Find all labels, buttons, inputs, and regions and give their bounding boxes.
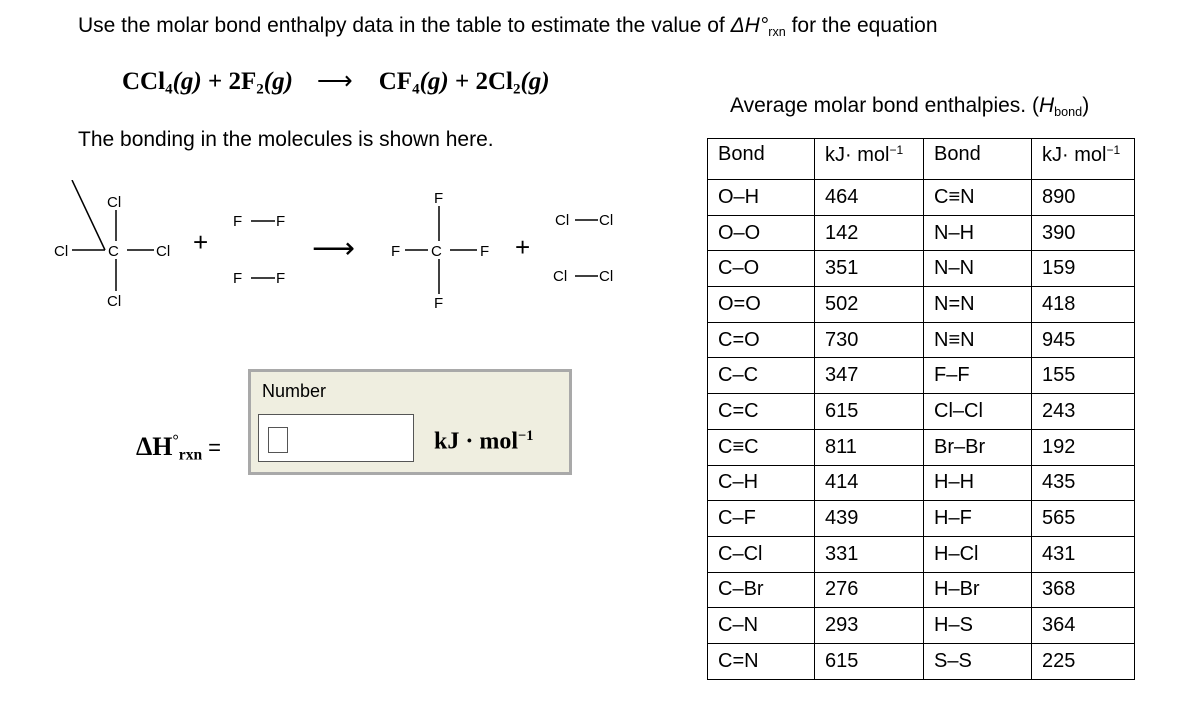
- cl2-top-right-cl: Cl: [599, 212, 614, 229]
- table-row: [708, 358, 1135, 394]
- reactant-f2: + 2F: [201, 68, 257, 95]
- bond-cell: H–S: [924, 608, 1032, 644]
- bond-cell: C≡C: [708, 429, 815, 465]
- prompt-text-after: for the equation: [785, 14, 938, 37]
- header-unit-1-sup: −1: [889, 143, 904, 157]
- table-row: [708, 429, 1135, 465]
- table-caption-text: Average molar bond enthalpies. (: [730, 94, 1039, 117]
- header-unit-2: [1032, 139, 1135, 180]
- bond-cell: N–N: [924, 251, 1032, 287]
- bond-cell: H–H: [924, 465, 1032, 501]
- bonding-text: The bonding in the molecules is shown here.: [78, 128, 494, 151]
- bond-cell: C≡N: [924, 180, 1032, 216]
- enthalpy-cell: 368: [1032, 572, 1135, 608]
- table-row: [708, 394, 1135, 430]
- reactant-f2-state: (g): [263, 68, 293, 95]
- table-row: [708, 643, 1135, 679]
- f2-top-right-f: F: [276, 213, 286, 230]
- plus-2: +: [515, 232, 531, 262]
- enthalpy-cell: 565: [1032, 501, 1135, 537]
- cf4-right-f: F: [480, 243, 490, 260]
- ccl4-bottom-cl: Cl: [107, 293, 122, 310]
- bond-cell: C=N: [708, 643, 815, 679]
- product-cl2-state: (g): [520, 68, 550, 95]
- bond-cell: N=N: [924, 287, 1032, 323]
- bond-cell: C–H: [708, 465, 815, 501]
- enthalpy-cell: 243: [1032, 394, 1135, 430]
- ccl4-right-cl: Cl: [156, 243, 171, 260]
- table-caption-symbol: H: [1038, 94, 1055, 117]
- ccl4-top-cl: Cl: [107, 194, 122, 211]
- enthalpy-cell: 945: [1032, 322, 1135, 358]
- reactant-f2-sub: 2: [256, 81, 264, 98]
- table-row: [708, 180, 1135, 216]
- prompt-symbol-sub: rxn: [768, 24, 786, 39]
- table-caption-close: ): [1082, 94, 1090, 117]
- cf4-bottom-f: F: [434, 295, 444, 312]
- diagram-arrow: ⟶: [312, 232, 356, 265]
- enthalpy-cell: 351: [815, 251, 924, 287]
- delta-h-label: [136, 432, 221, 465]
- bond-cell: N–H: [924, 215, 1032, 251]
- enthalpy-cell: 502: [815, 287, 924, 323]
- enthalpy-cell: 142: [815, 215, 924, 251]
- answer-unit-sup: −1: [518, 428, 534, 444]
- table-row: [708, 215, 1135, 251]
- enthalpy-cell: 615: [815, 394, 924, 430]
- answer-unit-text: kJ · mol: [434, 428, 519, 455]
- delta-h-symbol: ΔH: [136, 432, 173, 461]
- cl2-bottom-left-cl: Cl: [553, 268, 568, 285]
- enthalpy-cell: 331: [815, 536, 924, 572]
- bond-cell: C–F: [708, 501, 815, 537]
- bond-cell: H–Cl: [924, 536, 1032, 572]
- table-row: [708, 287, 1135, 323]
- product-cf4: CF: [378, 68, 413, 95]
- bond-cell: H–Br: [924, 572, 1032, 608]
- enthalpy-cell: 730: [815, 322, 924, 358]
- reaction-equation: [122, 66, 550, 99]
- header-unit-1: [815, 139, 924, 180]
- header-unit-2-sup: −1: [1106, 143, 1121, 157]
- bond-cell: C–C: [708, 358, 815, 394]
- table-row: [708, 536, 1135, 572]
- bond-cell: Cl–Cl: [924, 394, 1032, 430]
- bond-cell: C–Br: [708, 572, 815, 608]
- table-row: [708, 465, 1135, 501]
- input-cursor-box[interactable]: [268, 427, 288, 453]
- enthalpy-cell: 435: [1032, 465, 1135, 501]
- bond-cell: O–O: [708, 215, 815, 251]
- enthalpy-cell: 464: [815, 180, 924, 216]
- bond-cell: H–F: [924, 501, 1032, 537]
- bond-enthalpy-table: [707, 138, 1135, 680]
- enthalpy-cell: 276: [815, 572, 924, 608]
- prompt-symbol: ΔH°: [730, 14, 769, 37]
- f2-top-left-f: F: [233, 213, 243, 230]
- cl2-bottom-right-cl: Cl: [599, 268, 614, 285]
- cf4-left-f: F: [391, 243, 401, 260]
- bond-cell: C=C: [708, 394, 815, 430]
- delta-h-degree: °: [172, 432, 179, 450]
- bond-cell: O–H: [708, 180, 815, 216]
- product-cf4-sub: 4: [412, 81, 420, 98]
- table-header-row: [708, 139, 1135, 180]
- enthalpy-cell: 347: [815, 358, 924, 394]
- enthalpy-cell: 155: [1032, 358, 1135, 394]
- bond-cell: C–O: [708, 251, 815, 287]
- table-row: [708, 608, 1135, 644]
- enthalpy-cell: 615: [815, 643, 924, 679]
- table-caption-sub: bond: [1054, 104, 1083, 119]
- enthalpy-cell: 431: [1032, 536, 1135, 572]
- reactant-ccl4: CCl: [122, 68, 166, 95]
- enthalpy-cell: 364: [1032, 608, 1135, 644]
- table-row: [708, 501, 1135, 537]
- enthalpy-cell: 293: [815, 608, 924, 644]
- enthalpy-cell: 418: [1032, 287, 1135, 323]
- product-cl2: + 2Cl: [448, 68, 513, 95]
- question-prompt: [78, 14, 938, 39]
- delta-h-sub: rxn: [178, 446, 203, 464]
- prompt-text-before: Use the molar bond enthalpy data in the table to estimate the value of: [78, 14, 731, 37]
- bond-cell: F–F: [924, 358, 1032, 394]
- bond-cell: Br–Br: [924, 429, 1032, 465]
- enthalpy-cell: 414: [815, 465, 924, 501]
- bond-cell: O=O: [708, 287, 815, 323]
- ccl4-carbon: C: [108, 243, 119, 260]
- enthalpy-cell: 159: [1032, 251, 1135, 287]
- table-caption: [730, 94, 1089, 119]
- table-row: [708, 572, 1135, 608]
- f2-bottom-right-f: F: [276, 270, 286, 287]
- table-row: [708, 251, 1135, 287]
- molecule-structures: [0, 180, 640, 325]
- enthalpy-cell: 811: [815, 429, 924, 465]
- plus-1: +: [193, 227, 209, 257]
- header-unit-1-text: kJ· mol: [825, 144, 890, 167]
- bond-cell: S–S: [924, 643, 1032, 679]
- bond-cell: N≡N: [924, 322, 1032, 358]
- product-cl2-sub: 2: [512, 81, 521, 98]
- reactant-ccl4-sub: 4: [165, 81, 173, 98]
- cf4-top-f: F: [434, 190, 444, 207]
- enthalpy-cell: 390: [1032, 215, 1135, 251]
- enthalpy-cell: 192: [1032, 429, 1135, 465]
- enthalpy-cell: 225: [1032, 643, 1135, 679]
- cl2-top-left-cl: Cl: [555, 212, 570, 229]
- ccl4-left-cl: Cl: [54, 243, 69, 260]
- answer-unit: [434, 428, 533, 456]
- header-unit-2-text: kJ· mol: [1042, 144, 1107, 167]
- reactant-ccl4-state: (g): [172, 68, 202, 95]
- product-cf4-state: (g): [419, 68, 449, 95]
- cf4-carbon: C: [431, 243, 442, 260]
- table-row: [708, 322, 1135, 358]
- bond-cell: C=O: [708, 322, 815, 358]
- f2-bottom-left-f: F: [233, 270, 243, 287]
- enthalpy-cell: 439: [815, 501, 924, 537]
- header-bond-2: Bond: [924, 139, 1032, 180]
- header-bond-1: Bond: [708, 139, 815, 180]
- reaction-arrow: ⟶: [316, 68, 353, 95]
- bond-cell: C–Cl: [708, 536, 815, 572]
- bond-cell: C–N: [708, 608, 815, 644]
- equals-sign: =: [208, 435, 222, 460]
- enthalpy-cell: 890: [1032, 180, 1135, 216]
- number-label: Number: [262, 381, 327, 401]
